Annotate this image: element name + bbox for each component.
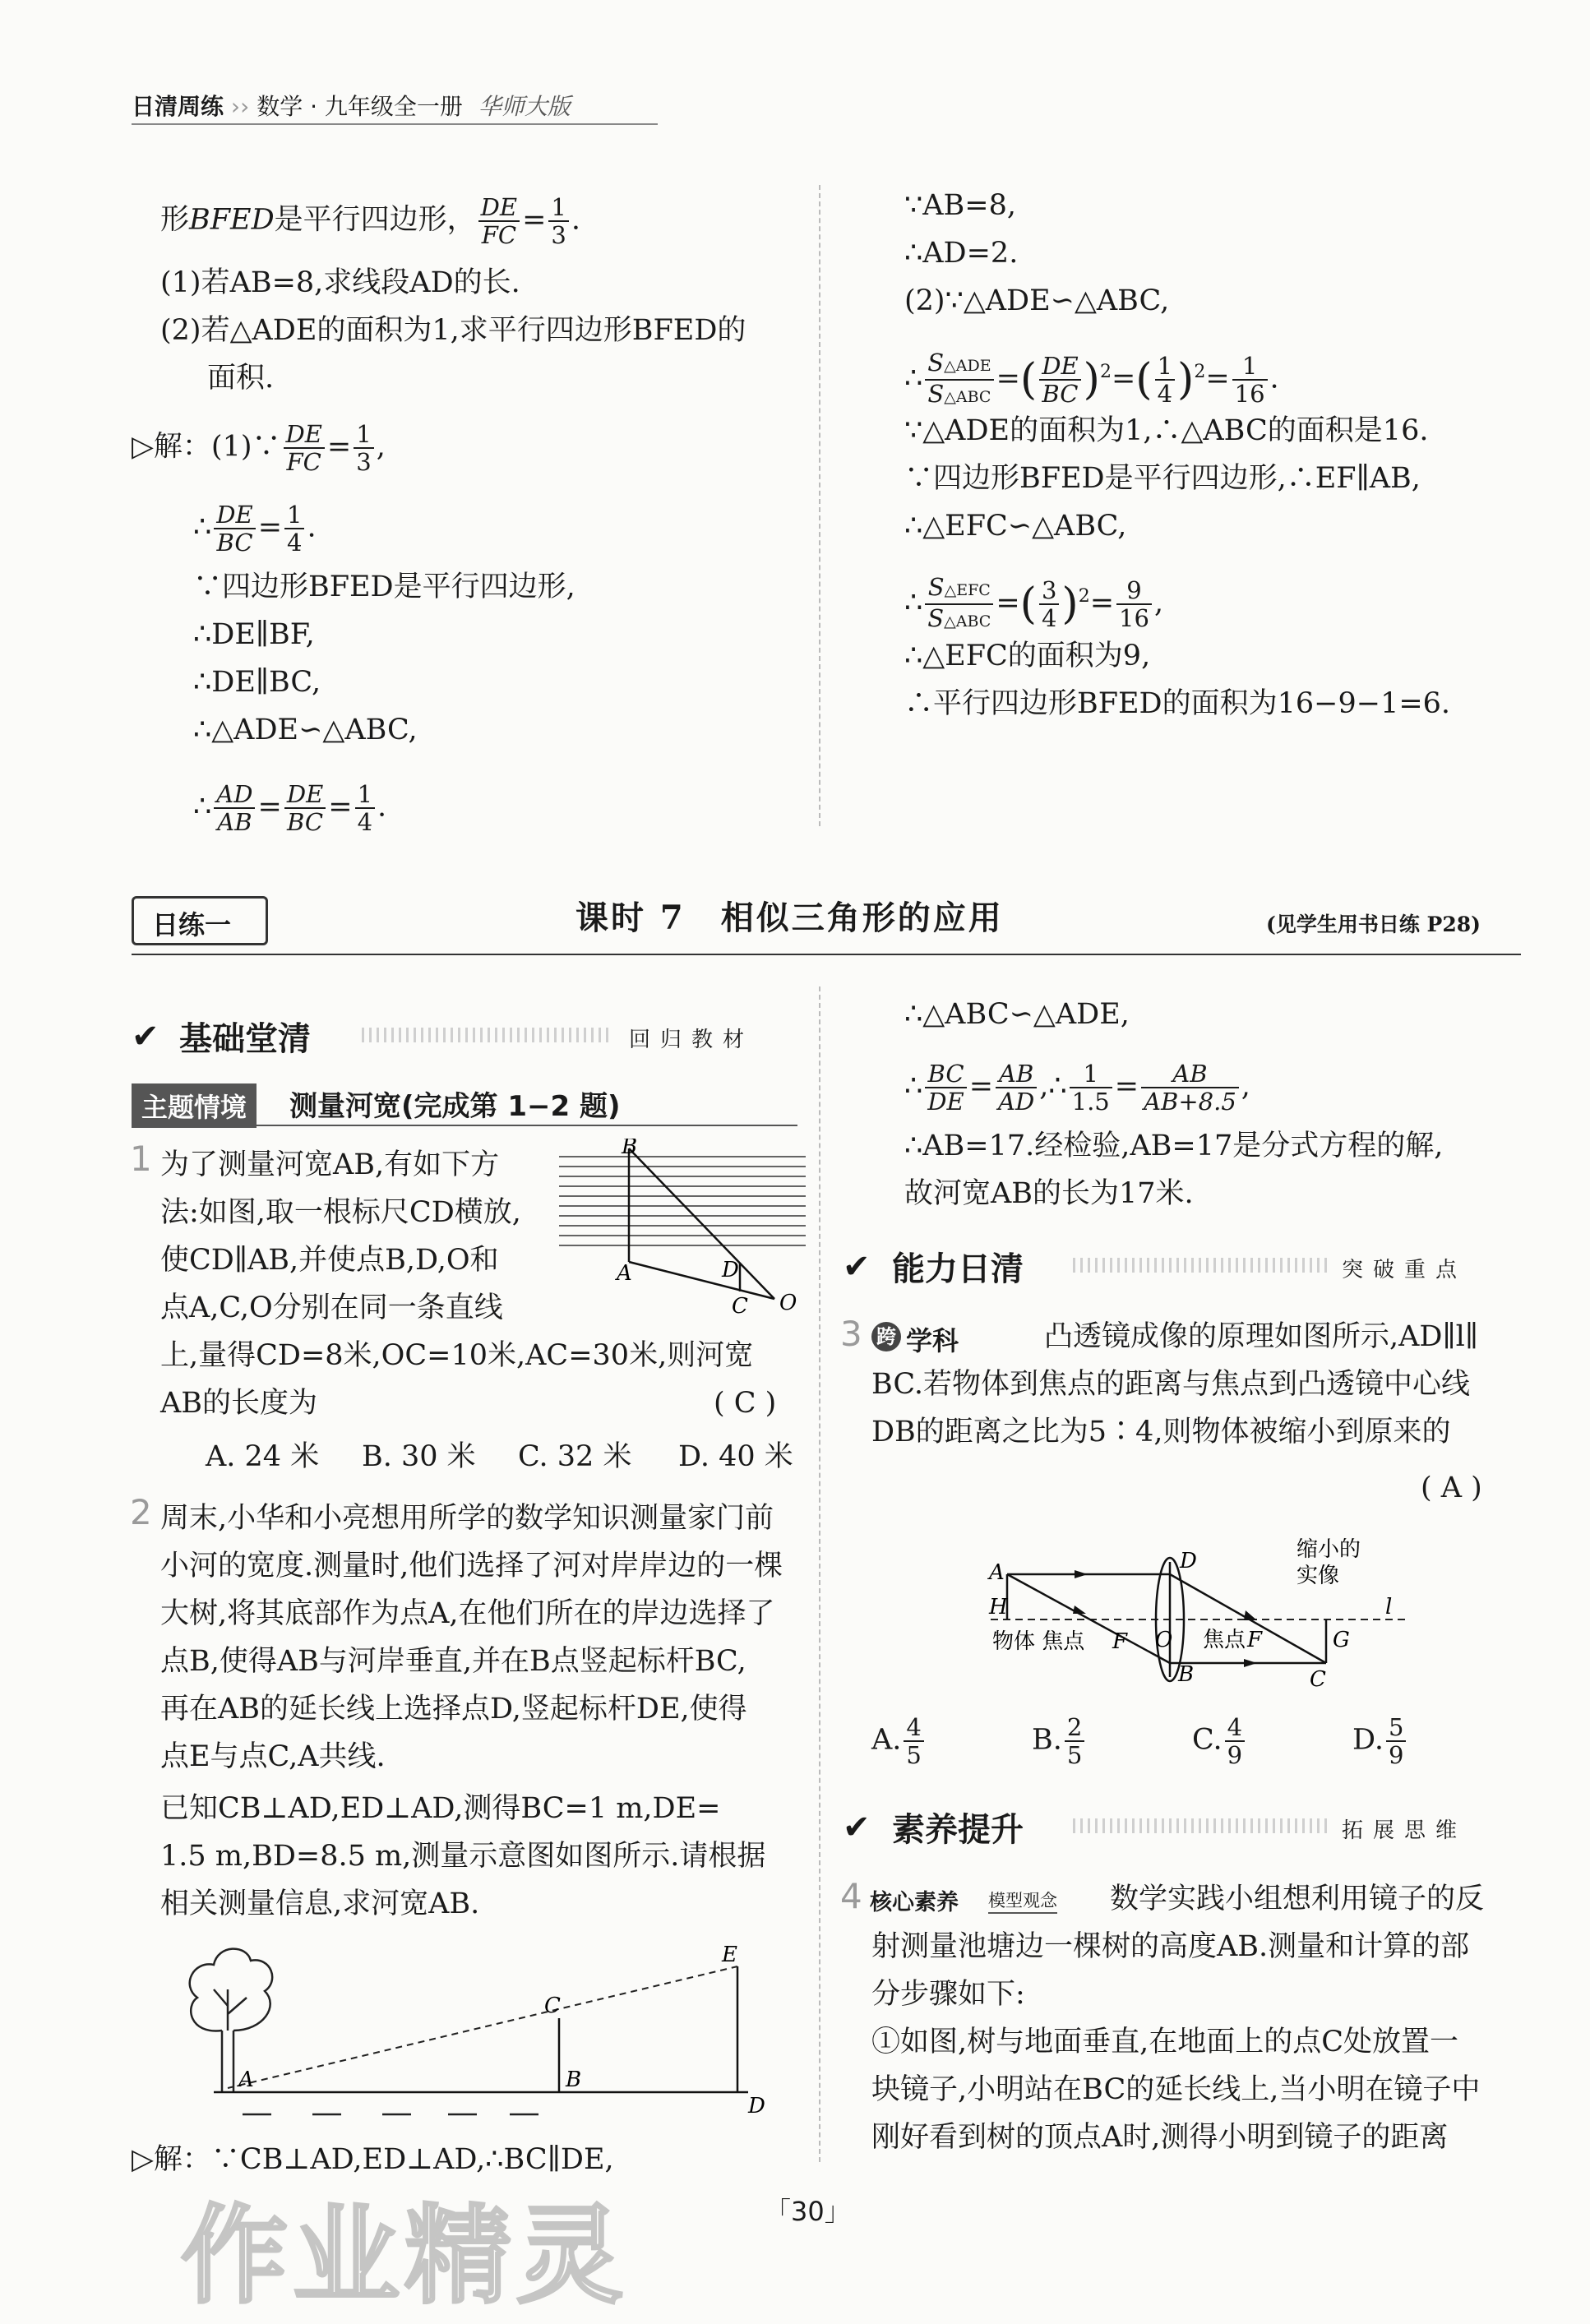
q1-text: 上,量得CD=8米,OC=10米,AC=30米,则河宽 <box>160 1339 754 1372</box>
question-number: 2 <box>130 1492 152 1532</box>
q2-solution: ▷解：∵CB⊥AD,ED⊥AD,∴BC∥DE, <box>132 2143 614 2176</box>
section-tags-basic: 回归教材 <box>629 1028 755 1052</box>
core-literacy-badge: 核心素养 <box>870 1890 959 1915</box>
question-number: 1 <box>130 1139 152 1179</box>
solution-line: ∴DE∥BF, <box>193 618 315 651</box>
fig-label: F <box>1247 1628 1263 1652</box>
q2-text: 小河的宽度.测量时,他们选择了河对岸岸边的一棵 <box>160 1550 783 1582</box>
q1-option: D. 40 米 <box>678 1440 793 1473</box>
question-part-2-cont: 面积. <box>207 362 275 395</box>
q3-option: A. $\frac{4}{5}$ <box>871 1714 927 1768</box>
q2-text: 1.5 m,BD=8.5 m,测量示意图如图所示.请根据 <box>160 1840 766 1873</box>
theme-label: 主题情境 <box>132 1083 257 1128</box>
fig-label: O <box>779 1291 797 1315</box>
header-rule <box>132 123 658 125</box>
solution-line: ∴ $\frac{BC}{DE}$ = $\frac{AB}{AD}$ ,∴ $\frac{1}{1.5}$ = $\frac{AB}{AB+8.5}$ , <box>904 1060 1250 1116</box>
q2-text: 点E与点C,A共线. <box>160 1740 386 1773</box>
check-icon: ✔ <box>132 1018 159 1056</box>
fig-label: B <box>622 1139 638 1159</box>
theme-title: 测量河宽(完成第 1−2 题) <box>289 1090 621 1123</box>
q3-option: B. $\frac{2}{5}$ <box>1032 1714 1087 1768</box>
solution-line: ∵△ADE的面积为1,∴△ABC的面积是16. <box>904 414 1429 447</box>
q4-text: 刚好看到树的顶点A时,测得小明到镜子的距离 <box>871 2121 1449 2154</box>
q1-option: C. 32 米 <box>518 1440 632 1473</box>
column-divider <box>819 986 820 2162</box>
q1-option: A. 24 米 <box>206 1440 320 1473</box>
section-tags-ability: 突破重点 <box>1342 1258 1468 1282</box>
q1-text: 为了测量河宽AB,有如下方 <box>160 1148 500 1181</box>
q3-text: DB的距离之比为5∶4,则物体被缩小到原来的 <box>871 1416 1451 1448</box>
q1-figure <box>559 1139 806 1319</box>
cross-subject-badge: 跨 <box>871 1322 901 1351</box>
check-icon: ✔ <box>843 1248 871 1286</box>
question-part-2: (2)若△ADE的面积为1,求平行四边形BFED的 <box>160 314 746 347</box>
solution-line: ∴ $\frac{DE}{BC}$ = $\frac{1}{4}$ . <box>193 501 317 557</box>
question-number: 4 <box>840 1876 862 1916</box>
q3-subject: 学科 <box>906 1325 959 1356</box>
section-title-literacy: 素养提升 <box>892 1811 1024 1849</box>
watermark: 作业精灵 <box>181 2193 629 2318</box>
fig-label: 物体 焦点 <box>992 1629 1085 1654</box>
solution-line: ∴△EFC的面积为9, <box>904 640 1151 672</box>
header-edition: 华师大版 <box>478 93 571 120</box>
q1-text: 使CD∥AB,并使点B,D,O和 <box>160 1244 499 1277</box>
theme-rule <box>132 1125 797 1126</box>
solution-line: ∵四边形BFED是平行四边形,∴EF∥AB, <box>904 462 1421 495</box>
fig-label: C <box>544 1994 561 2018</box>
fig-label: B <box>566 2068 582 2092</box>
q1-text: 点A,C,O分别在同一条直线 <box>160 1291 503 1324</box>
section-title-ability: 能力日清 <box>892 1250 1024 1288</box>
solution-line: ∴平行四边形BFED的面积为16−9−1=6. <box>904 687 1451 720</box>
section-band <box>1073 1818 1328 1833</box>
solution-line: ∴△EFC∽△ABC, <box>904 510 1127 543</box>
question-part-1: (1)若AB=8,求线段AD的长. <box>160 266 520 299</box>
solution-line: ∵AB=8, <box>904 189 1016 222</box>
q2-text: 大树,将其底部作为点A,在他们所在的岸边选择了 <box>160 1597 775 1630</box>
fig-label: D <box>722 1258 739 1282</box>
check-icon: ✔ <box>843 1809 871 1846</box>
section-tags-literacy: 拓展思维 <box>1342 1818 1468 1843</box>
q2-text: 周末,小华和小亮想用所学的数学知识测量家门前 <box>160 1502 774 1535</box>
solution-line: ∴ $\frac{AD}{AB}$ = $\frac{DE}{BC}$ = $\frac{1}{4}$ . <box>193 780 387 836</box>
solution-line: (2)∵△ADE∽△ABC, <box>904 284 1170 317</box>
line: 形BFED是平行四边形， $\frac{DE}{FC}$ = $\frac{1}{3}$ . <box>160 193 580 249</box>
q3-answer: ( A ) <box>1421 1472 1482 1504</box>
fig-label: G <box>1333 1628 1350 1652</box>
fig-label: 焦点 <box>1203 1628 1246 1652</box>
header <box>132 89 571 122</box>
q4-text: 数学实践小组想利用镜子的反 <box>1110 1883 1485 1915</box>
q1-text: AB的长度为 <box>160 1387 317 1420</box>
solution-arrow-icon: ▷ <box>132 430 154 464</box>
q2-text: 相关测量信息,求河宽AB. <box>160 1887 480 1920</box>
solution-line: ∴△ABC∽△ADE, <box>904 998 1130 1031</box>
q4-text: 块镜子,小明站在BC的延长线上,当小明在镜子中 <box>871 2073 1481 2106</box>
solution-line: ∴ $\frac{\text{S△EFC}}{\text{S△ABC}}$ =( $\frac{3}{4}$ )$^2$= $\frac{9}{16}$ , <box>904 573 1164 632</box>
question-number: 3 <box>840 1314 862 1354</box>
page-number: 「30」 <box>765 2196 851 2227</box>
q1-text: 法:如图,取一根标尺CD横放, <box>160 1196 521 1229</box>
q3-text: 凸透镜成像的原理如图所示,AD∥l∥ <box>1044 1320 1478 1353</box>
fig-label: 缩小的 <box>1296 1537 1361 1562</box>
q1-option: B. 30 米 <box>362 1440 476 1473</box>
solution-line: ∴AB=17.经检验,AB=17是分式方程的解, <box>904 1130 1444 1162</box>
fig-label: H <box>989 1595 1008 1619</box>
lesson-ref: (见学生用书日练 P28) <box>1266 913 1481 936</box>
q4-text: ①如图,树与地面垂直,在地面上的点C处放置一 <box>871 2026 1459 2058</box>
header-subject: 数学 · 九年级全一册 <box>257 93 463 120</box>
fig-label: E <box>722 1943 737 1967</box>
q3-figure <box>982 1525 1418 1689</box>
q2-text: 已知CB⊥AD,ED⊥AD,测得BC=1 m,DE= <box>160 1792 721 1825</box>
fig-label: C <box>1310 1667 1326 1689</box>
lesson-tag: 日练一 <box>132 896 268 945</box>
fig-label: l <box>1385 1595 1393 1619</box>
q2-text: 点B,使得AB与河岸垂直,并在B点竖起标杆BC, <box>160 1645 746 1678</box>
q2-text: 再在AB的延长线上选择点D,竖起标杆DE,使得 <box>160 1693 747 1726</box>
solution-line: ∵四边形BFED是平行四边形, <box>193 571 575 603</box>
section-title-basic: 基础堂清 <box>179 1020 311 1058</box>
section-band <box>362 1028 608 1042</box>
solution-line: ∴△ADE∽△ABC, <box>193 714 418 746</box>
solution-arrow-icon: ▷ <box>132 2143 154 2176</box>
fig-label: D <box>1180 1549 1197 1573</box>
fig-label: C <box>732 1294 748 1319</box>
model-badge: 模型观念 <box>988 1887 1057 1914</box>
fig-label: D <box>748 2094 765 2118</box>
column-divider <box>819 185 820 826</box>
tree-icon <box>190 1949 272 2092</box>
q3-option: D. $\frac{5}{9}$ <box>1352 1714 1408 1768</box>
q3-text: BC.若物体到焦点的距离与焦点到凸透镜中心线 <box>871 1368 1471 1401</box>
fig-label: F <box>1112 1629 1128 1654</box>
fig-label: O <box>1155 1628 1173 1652</box>
q2-figure <box>173 1940 773 2129</box>
q3-option: C. $\frac{4}{9}$ <box>1192 1714 1247 1768</box>
q4-text: 分步骤如下: <box>871 1978 1025 2011</box>
fig-label: A <box>989 1560 1005 1585</box>
solution-line: ▷解：(1)∵ $\frac{DE}{FC}$ = $\frac{1}{3}$ , <box>132 420 386 476</box>
solution-line: 故河宽AB的长为17米. <box>904 1177 1194 1210</box>
solution-line: ∴AD=2. <box>904 237 1019 270</box>
fig-label: B <box>1178 1662 1195 1687</box>
q1-answer: ( C ) <box>714 1387 777 1420</box>
fig-label: A <box>617 1261 632 1286</box>
fig-label: A <box>238 2068 254 2092</box>
chevron-icon: ›› <box>230 93 250 120</box>
solution-line: ∴ $\frac{\text{S△ADE}}{\text{S△ABC}}$ =( $\frac{DE}{BC}$ )$^2$=( $\frac{1}{4}$ )$^2$= $\frac{1}{16}$ . <box>904 349 1279 408</box>
header-series: 日清周练 <box>132 93 224 120</box>
solution-line: ∴DE∥BC, <box>193 666 321 699</box>
q4-text: 射测量池塘边一棵树的高度AB.测量和计算的部 <box>871 1930 1470 1963</box>
fig-label: 实像 <box>1296 1564 1340 1588</box>
section-band <box>1073 1258 1328 1273</box>
lesson-rule <box>132 954 1521 955</box>
lesson-title: 课时 7 相似三角形的应用 <box>575 899 1004 937</box>
